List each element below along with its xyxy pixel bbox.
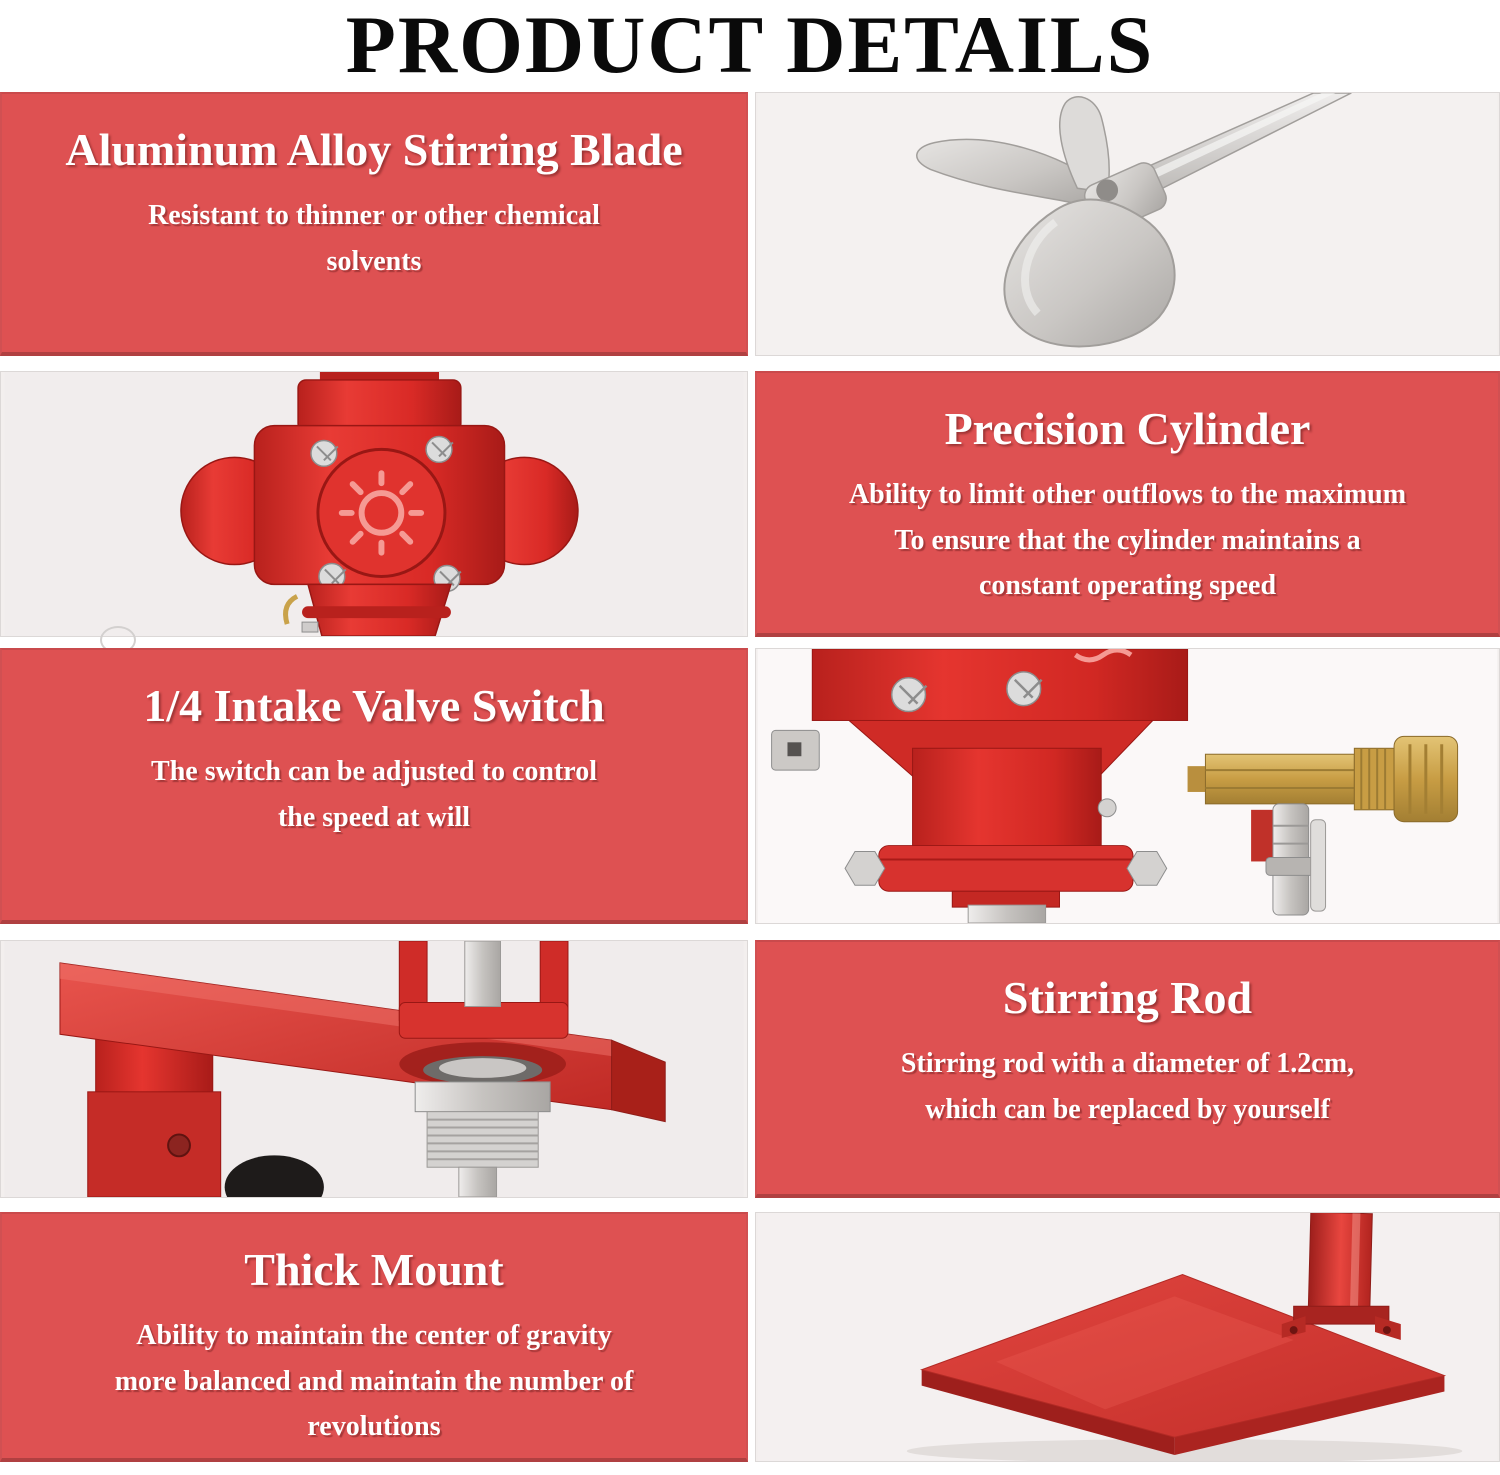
section-thick-mount [0,1212,1500,1462]
stirring-rod-illustration [1,941,747,1197]
section-text-line: To ensure that the cylinder maintains a [894,524,1361,556]
section-text-line: Resistant to thinner or other chemical [148,199,600,231]
section-stirring-rod [0,940,1500,1198]
section-text-line: Ability to limit other outflows to the maximum [848,478,1407,510]
section-text-line: Stirring rod with a diameter of 1.2cm, [900,1047,1355,1079]
photo-stirring-rod [0,940,748,1198]
panel-precision-cylinder [755,371,1500,637]
section-precision-cylinder [0,371,1500,637]
photo-thick-mount [755,1212,1500,1462]
section-heading: Precision Cylinder [944,403,1311,454]
section-text-line: the speed at will [277,801,471,833]
section-intake-valve [0,648,1500,924]
panel-stirring-rod [755,940,1500,1198]
section-stirring-blade [0,92,1500,356]
section-text-line: which can be replaced by yourself [925,1093,1330,1125]
panel-intake-valve [0,648,748,924]
section-text-line: Ability to maintain the center of gravity [136,1319,612,1351]
photo-stirring-blade [755,92,1500,356]
page-title: PRODUCT DETAILS [345,0,1155,90]
section-text-line: revolutions [307,1411,441,1443]
section-heading: 1/4 Intake Valve Switch [143,680,605,731]
section-heading: Aluminum Alloy Stirring Blade [65,124,683,175]
section-text-line: solvents [326,245,422,277]
section-text-line: constant operating speed [978,570,1277,602]
section-text-line: The switch can be adjusted to control [151,755,597,787]
precision-cylinder-illustration [1,372,747,636]
photo-precision-cylinder [0,371,748,637]
intake-valve-illustration [756,649,1499,923]
panel-stirring-blade [0,92,748,356]
photo-intake-valve [755,648,1500,924]
stirring-blade-illustration [756,93,1499,355]
panel-thick-mount [0,1212,748,1462]
section-heading: Thick Mount [244,1244,504,1295]
section-heading: Stirring Rod [1002,972,1253,1023]
section-text-line: more balanced and maintain the number of [114,1365,634,1397]
thick-mount-illustration [756,1213,1499,1461]
